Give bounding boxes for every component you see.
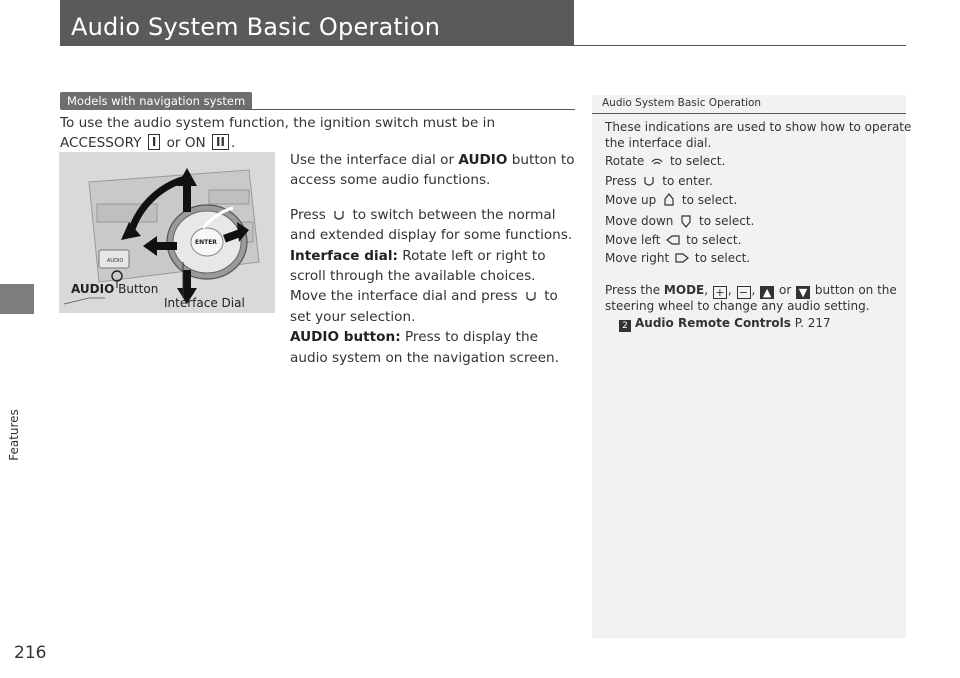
chapter-tab[interactable] (0, 284, 34, 314)
plus-key-icon: + (713, 286, 727, 299)
page-title-bar (60, 0, 574, 46)
sidebar-intro-2: the interface dial. (605, 136, 712, 150)
minus-key-icon: − (737, 286, 751, 299)
sidebar-steering: Press the MODE, + , − , ▲ or ▼ button on the (605, 283, 897, 299)
sidebar-press: Press to enter. (605, 174, 713, 188)
move-left-icon (666, 233, 680, 247)
title-rule (574, 45, 906, 46)
press-enter-icon (332, 208, 346, 222)
page-title: Audio System Basic Operation (71, 13, 441, 41)
svg-text:AUDIO: AUDIO (107, 258, 124, 264)
sidebar-reference-link[interactable]: 2 Audio Remote Controls P. 217 (619, 315, 831, 332)
up-key-icon: ▲ (760, 286, 774, 299)
sidebar-rotate: Rotate to select. (605, 154, 726, 168)
interface-dial-caption: Interface Dial (164, 296, 245, 310)
press-enter-icon (524, 289, 538, 303)
move-right-icon (675, 251, 689, 265)
svg-text:ENTER: ENTER (195, 239, 217, 246)
page-number: 216 (14, 643, 47, 663)
press-icon (642, 174, 656, 188)
move-down-icon (679, 214, 693, 228)
models-badge: Models with navigation system (60, 92, 252, 110)
paragraph-audio-def: AUDIO button: Press to display the audio system on the navigation screen. (290, 329, 559, 366)
paragraph-dial-def: Interface dial: Rotate left or right to scroll through the available choices. Move the interface dial and press to set your selection. (290, 247, 558, 325)
body-column (290, 150, 575, 368)
sidebar-move-left: Move left to select. (605, 233, 742, 247)
sidebar-move-right: Move right to select. (605, 251, 751, 265)
reference-arrow-icon: 2 (619, 320, 631, 332)
move-up-icon (662, 193, 676, 207)
paragraph-press: Press to switch between the normal and extended display for some functions. (290, 206, 573, 244)
audio-button-caption: AUDIO Button (71, 282, 159, 296)
paragraph-interface: Use the interface dial or AUDIO button to access some audio functions. (290, 152, 575, 189)
sidebar-move-up: Move up to select. (605, 193, 738, 207)
sidebar-intro: These indications are used to show how to operate (605, 120, 912, 134)
sidebar-move-down: Move down to select. (605, 214, 755, 228)
key-on-icon: II (212, 134, 229, 150)
down-key-icon: ▼ (796, 286, 810, 299)
intro-paragraph: To use the audio system function, the ignition switch must be in ACCESSORY I or ON II . (60, 115, 496, 152)
chapter-label: Features (7, 409, 21, 461)
badge-rule (245, 109, 575, 110)
notes-sidebar (592, 95, 912, 638)
rotate-icon (650, 154, 664, 168)
sidebar-heading: Audio System Basic Operation (592, 95, 906, 114)
interface-dial-figure (59, 152, 275, 313)
key-accessory-icon: I (148, 134, 160, 150)
sidebar-steering-2: steering wheel to change any audio setting. (605, 299, 870, 313)
